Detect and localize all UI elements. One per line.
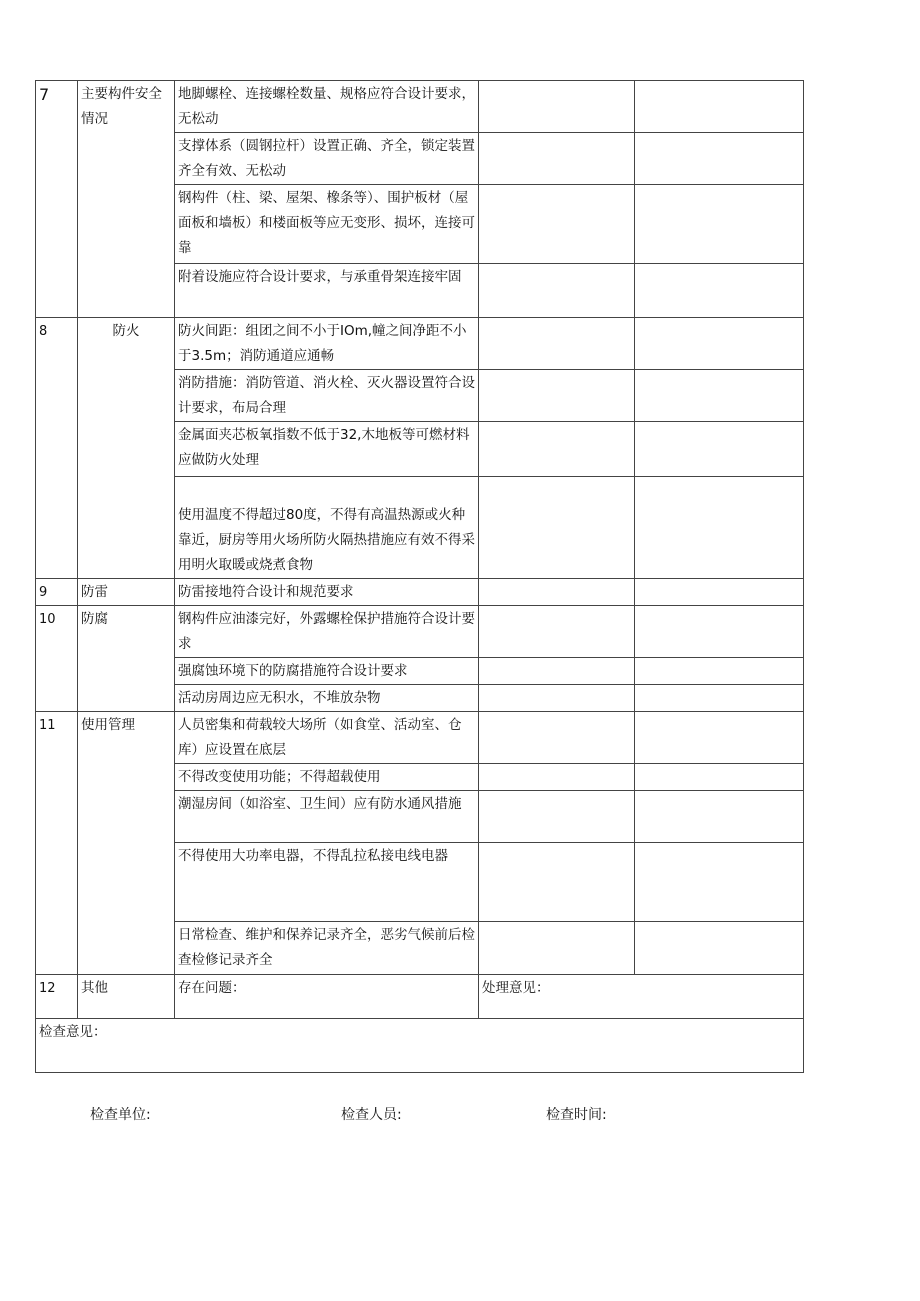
inspection-time-label: 检查时间: [546,1107,607,1123]
signature-footer [0,1104,920,1128]
remark-cell[interactable] [635,185,804,264]
result-cell[interactable] [479,318,635,370]
requirement: 日常检查、维护和保养记录齐全，恶劣气候前后检查检修记录齐全 [175,922,479,975]
result-cell[interactable] [479,264,635,318]
requirement: 强腐蚀环境下的防腐措施符合设计要求 [175,658,479,685]
remark-cell[interactable] [635,764,804,791]
requirement: 潮湿房间（如浴室、卫生间）应有防水通风措施 [175,791,479,843]
requirement: 不得使用大功率电器，不得乱拉私接电线电器 [175,843,479,922]
handling-label: 处理意见： [479,975,804,1019]
requirement: 防火间距：组团之间不小于IOm,幢之间净距不小于3.5m；消防通道应通畅 [175,318,479,370]
requirement: 防雷接地符合设计和规范要求 [175,579,479,606]
remark-cell[interactable] [635,264,804,318]
result-cell[interactable] [479,185,635,264]
check-item: 使用管理 [78,712,175,975]
check-item: 防雷 [78,579,175,606]
requirement: 金属面夹芯板氧指数不低于32,木地板等可燃材料应做防火处理 [175,422,479,477]
remark-cell[interactable] [635,922,804,975]
requirement: 不得改变使用功能；不得超载使用 [175,764,479,791]
remark-cell[interactable] [635,579,804,606]
inspection-opinion[interactable]: 检查意见： [36,1019,804,1073]
result-cell[interactable] [479,658,635,685]
requirement: 支撑体系（圆钢拉杆）设置正确、齐全，锁定装置齐全有效、无松动 [175,133,479,185]
inspector-label: 检查人员: [341,1107,402,1123]
remark-cell[interactable] [635,477,804,579]
result-cell[interactable] [479,791,635,843]
check-item: 防腐 [78,606,175,712]
remark-cell[interactable] [635,685,804,712]
requirement: 地脚螺栓、连接螺栓数量、规格应符合设计要求，无松动 [175,81,479,133]
requirement: 钢构件应油漆完好，外露螺栓保护措施符合设计要求 [175,606,479,658]
inspection-unit-label: 检查单位: [90,1107,151,1123]
problem-label: 存在问题： [175,975,479,1019]
row-number: 8 [36,318,78,579]
remark-cell[interactable] [635,81,804,133]
row-number: 7 [36,81,78,318]
remark-cell[interactable] [635,606,804,658]
result-cell[interactable] [479,922,635,975]
row-number: 10 [36,606,78,712]
result-cell[interactable] [479,685,635,712]
result-cell[interactable] [479,606,635,658]
result-cell[interactable] [479,712,635,764]
result-cell[interactable] [479,477,635,579]
result-cell[interactable] [479,422,635,477]
remark-cell[interactable] [635,712,804,764]
requirement: 人员密集和荷载较大场所（如食堂、活动室、仓库）应设置在底层 [175,712,479,764]
requirement: 附着设施应符合设计要求，与承重骨架连接牢固 [175,264,479,318]
remark-cell[interactable] [635,843,804,922]
result-cell[interactable] [479,133,635,185]
result-cell[interactable] [479,370,635,422]
row-number: 12 [36,975,78,1019]
remark-cell[interactable] [635,370,804,422]
remark-cell[interactable] [635,133,804,185]
remark-cell[interactable] [635,422,804,477]
result-cell[interactable] [479,81,635,133]
row-number: 11 [36,712,78,975]
inspection-table [35,80,804,1073]
requirement: 钢构件（柱、梁、屋架、橡条等）、围护板材（屋面板和墙板）和楼面板等应无变形、损坏，连接可靠 [175,185,479,264]
result-cell[interactable] [479,843,635,922]
remark-cell[interactable] [635,318,804,370]
check-item: 主要构件安全情况 [78,81,175,318]
remark-cell[interactable] [635,658,804,685]
requirement: 消防措施：消防管道、消火栓、灭火器设置符合设计要求，布局合理 [175,370,479,422]
row-number: 9 [36,579,78,606]
requirement: 使用温度不得超过80度，不得有高温热源或火种靠近，厨房等用火场所防火隔热措施应有效不得采用明火取暖或烧煮食物 [175,477,479,579]
check-item: 防火 [78,318,175,579]
requirement: 活动房周边应无积水，不堆放杂物 [175,685,479,712]
result-cell[interactable] [479,764,635,791]
check-item: 其他 [78,975,175,1019]
remark-cell[interactable] [635,791,804,843]
result-cell[interactable] [479,579,635,606]
